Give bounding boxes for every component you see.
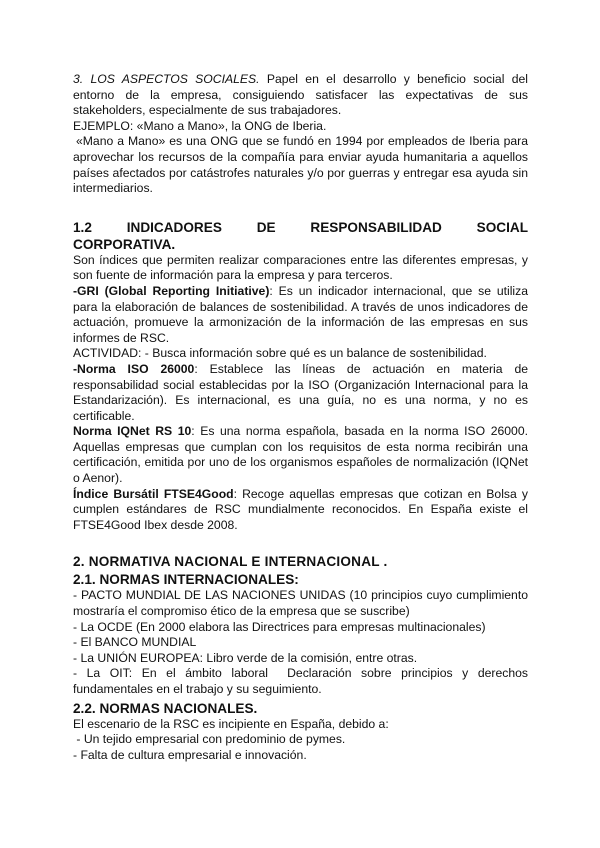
section22-heading: 2.2. NORMAS NACIONALES. <box>73 700 258 716</box>
section12-title-word: INDICADORES <box>126 219 222 235</box>
ftse-term: Índice Bursátil FTSE4Good <box>73 486 234 501</box>
ftse-paragraph <box>73 487 528 534</box>
gri-term: -GRI (Global Reporting Initiative) <box>73 283 270 298</box>
list-item: - La OCDE (En 2000 elabora las Directrices para empresas multinacionales) <box>73 619 486 634</box>
list-item: - La UNIÓN EUROPEA: Libro verde de la comisión, entre otras. <box>73 650 418 665</box>
list-item: - PACTO MUNDIAL DE LAS NACIONES UNIDAS (10 principios cuyo cumplimiento mostraría el compromiso ético de la empresa que se suscribe) <box>73 588 528 619</box>
section12-title-word: 1.2 <box>73 219 92 235</box>
section12-title-word: SOCIAL <box>476 219 528 235</box>
iso-text: : Establece las líneas de actuación en materia de responsabilidad social establecidas por la ISO (Organización Internacional para la Estandarización). Es internacional, es una guía, no es una norma, y no es certificable. <box>73 361 528 423</box>
section3-example-detail: «Mano a Mano» es una ONG que se fundó en 1994 por empleados de Iberia para aprovechar los recursos de la compañía para enviar ayuda humanitaria a aquellos países afectados por catástrofes naturales y/o por guerras y entregar esa ayuda sin intermediarios. <box>73 134 528 196</box>
section12-title-word: RESPONSABILIDAD <box>310 219 442 235</box>
section3-paragraph <box>73 72 528 119</box>
section12-intro: Son índices que permiten realizar comparaciones entre las diferentes empresas, y son fuente de información para la empresa y para terceros. <box>73 252 528 283</box>
iqnet-term: Norma IQNet RS 10 <box>73 424 192 439</box>
list-item: - La OIT: En el ámbito laboral Declaración sobre principios y derechos fundamentales en el trabajo y su seguimiento. <box>73 666 532 696</box>
section2-heading: 2. NORMATIVA NACIONAL E INTERNACIONAL . <box>73 554 388 570</box>
iso-paragraph <box>73 362 528 424</box>
section12-title-line2: CORPORATIVA. <box>73 236 176 252</box>
iqnet-text: : Es una norma española, basada en la norma ISO 26000. Aquellas empresas que cumplan con los requisitos de esta norma recibirán una certificación, emitida por uno de los organismos españoles de normalización (IQNet o Aenor). <box>73 424 528 486</box>
list-item: - Un tejido empresarial con predominio de pymes. <box>73 732 346 747</box>
section21-heading: 2.1. NORMAS INTERNACIONALES: <box>73 572 299 588</box>
list-item: - Falta de cultura empresarial e innovación. <box>73 747 307 762</box>
section12-title-word: DE <box>256 219 276 235</box>
iqnet-paragraph <box>73 424 528 486</box>
section3-example: EJEMPLO: «Mano a Mano», la ONG de Iberia. <box>73 118 327 133</box>
ftse-text: : Recoge aquellas empresas que cotizan en Bolsa y cumplen estándares de RSC mundialmente reconocidos. En España existe el FTSE4Good Ibex desde 2008. <box>73 486 528 532</box>
iso-term: -Norma ISO 26000 <box>73 361 195 376</box>
section3-text: Papel en el desarrollo y beneficio social del entorno de la empresa, consiguiendo satisfacer las expectativas de sus stakeholders, especialmente de sus trabajadores. <box>73 72 528 118</box>
document-page <box>73 72 532 763</box>
gri-text: : Es un indicador internacional, que se utiliza para la elaboración de balances de sostenibilidad. A través de unos indicadores de actuación, promueve la armonización de la información de las empresas en sus informes de RSC. <box>73 283 529 345</box>
section22-intro: El escenario de la RSC es incipiente en España, debido a: <box>73 716 389 731</box>
section12-title <box>73 219 528 253</box>
section3-heading: 3. LOS ASPECTOS SOCIALES. <box>73 72 260 86</box>
gri-paragraph <box>73 284 528 346</box>
list-item: - El BANCO MUNDIAL <box>73 635 197 650</box>
activity-text: ACTIVIDAD: - Busca información sobre qué es un balance de sostenibilidad. <box>73 346 487 361</box>
